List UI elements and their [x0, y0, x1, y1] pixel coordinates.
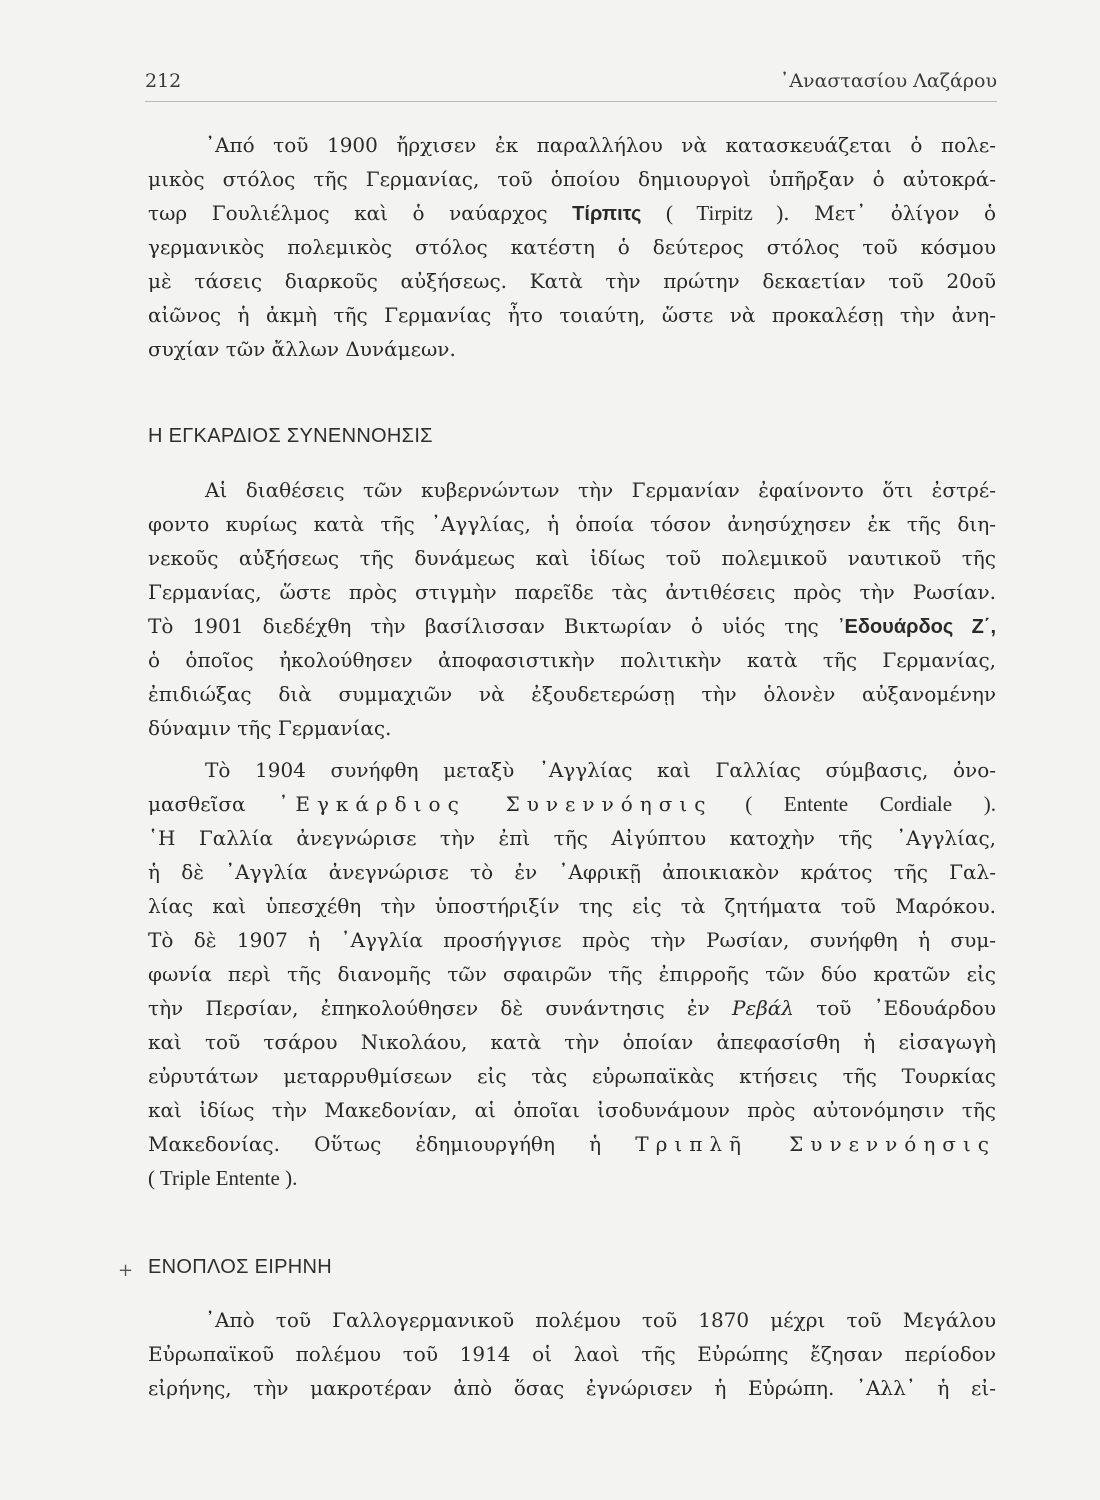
text-line	[148, 609, 996, 643]
page-number: 212	[145, 70, 182, 92]
text-span: Τὸ 1901 διεδέχθη τὴν βασίλισσαν Βικτωρίαν ὁ υἱός της	[148, 614, 838, 638]
text-line: μικὸς στόλος τῆς Γερμανίας, τοῦ ὁποίου δημιουργοὶ ὑπῆρξαν ὁ αὐτοκρά-	[148, 167, 996, 191]
text-span: μασθεῖσα	[148, 792, 279, 816]
paragraph-1904-agreement	[148, 753, 996, 1195]
text-line: Αἱ διαθέσεις τῶν κυβερνώντων τὴν Γερμανίαν ἐφαίνοντο ὅτι ἐστρέ-	[205, 478, 996, 502]
text-line: μὲ τάσεις διαρκοῦς αὐξήσεως. Κατὰ τὴν πρώτην δεκαετίαν τοῦ 20οῦ	[148, 269, 996, 293]
text-line: ᾿Από τοῦ 1900 ἤρχισεν ἐκ παραλλήλου νὰ κατασκευάζεται ὁ πολε-	[205, 133, 996, 157]
reval-name: Ρεβάλ	[732, 996, 794, 1020]
text-line: Εὐρωπαϊκοῦ πολέμου τοῦ 1914 οἱ λαοὶ τῆς Εὐρώπης ἔζησαν περίοδον	[148, 1342, 996, 1366]
text-line	[148, 1161, 996, 1195]
entente-greek-name: ᾿Εγκάρδιος Συνεννόησις	[278, 792, 713, 816]
text-line: Τὸ δὲ 1907 ἡ ᾿Αγγλία προσήγγισε πρὸς τὴν Ρωσίαν, συνήφθη ἡ συμ-	[148, 928, 996, 952]
section-heading-armed-peace: ΕΝΟΠΛΟΣ ΕΙΡΗΝΗ	[148, 1256, 332, 1278]
text-line: φοντο κυρίως κατὰ τῆς ᾿Αγγλίας, ἡ ὁποία τόσον ἀνησύχησεν ἐκ τῆς διη-	[148, 512, 996, 536]
paragraph-fleet	[148, 128, 996, 366]
text-span: . Μετ᾿ ὀλίγον ὁ	[783, 201, 996, 225]
text-line: αἰῶνος ἡ ἀκμὴ τῆς Γερμανίας ἦτο τοιαύτη, ὥστε νὰ προκαλέσῃ τὴν ἀνη-	[148, 303, 996, 327]
text-line: ἐπιδιώξας διὰ συμμαχιῶν νὰ ἐξουδετερώσῃ τὴν ὁλονὲν αὐξανομένην	[148, 682, 996, 706]
text-line	[148, 991, 996, 1025]
text-line: Γερμανίας, ὥστε πρὸς στιγμὴν παρεῖδε τὰς ἀντιθέσεις πρὸς τὴν Ρωσίαν.	[148, 580, 996, 604]
tirpitz-name: Τίρπιτς	[572, 203, 642, 225]
text-span: Μακεδονίας. Οὕτως ἐδημιουργήθη ἡ	[148, 1132, 636, 1156]
header-rule	[145, 101, 997, 102]
paragraph-armed-peace	[148, 1303, 996, 1405]
section-heading-entente-cordiale: Η ΕΓΚΑΡΔΙΟΣ ΣΥΝΕΝΝΟΗΣΙΣ	[148, 425, 433, 447]
text-line: ὁ ὁποῖος ἠκολούθησεν ἀποφασιστικὴν πολιτικὴν κατὰ τῆς Γερμανίας,	[148, 648, 996, 672]
edward-name: ᾿Εδουάρδος Ζ΄,	[837, 616, 996, 638]
running-head-author: ᾿Αναστασίου Λαζάρου	[779, 70, 997, 92]
running-head	[145, 70, 997, 100]
text-line: εὐρυτάτων μεταρρυθμίσεων εἰς τὰς εὐρωπαϊκὰς κτήσεις τῆς Τουρκίας	[148, 1064, 996, 1088]
text-line: δύναμιν τῆς Γερμανίας.	[148, 716, 392, 740]
text-span: τωρ Γουλιέλμος καὶ ὁ ναύαρχος	[148, 201, 573, 225]
text-line: ἡ δὲ ᾿Αγγλία ἀνεγνώρισε τὸ ἐν ᾿Αφρικῇ ἀποικιακὸν κράτος τῆς Γαλ-	[148, 860, 996, 884]
text-line: λίας καὶ ὑπεσχέθη τὴν ὑποστήριξίν της εἰς τὰ ζητήματα τοῦ Μαρόκου.	[148, 894, 996, 918]
text-span: τοῦ ᾿Εδουάρδου	[793, 996, 996, 1020]
text-line: καὶ ἰδίως τὴν Μακεδονίαν, αἱ ὁποῖαι ἰσοδυνάμουν πρὸς αὐτονόμησιν τῆς	[148, 1098, 996, 1122]
text-line: συχίαν τῶν ἄλλων Δυνάμεων.	[148, 337, 456, 361]
text-line	[148, 1127, 996, 1161]
text-line	[148, 787, 996, 821]
text-line: ῾Η Γαλλία ἀνεγνώρισε τὴν ἐπὶ τῆς Αἰγύπτου κατοχὴν τῆς ᾿Αγγλίας,	[148, 826, 996, 850]
text-line: Τὸ 1904 συνήφθη μεταξὺ ᾿Αγγλίας καὶ Γαλλίας σύμβασις, ὀνο-	[205, 758, 996, 782]
triple-entente-latin: ( Triple Entente ).	[148, 1166, 298, 1190]
entente-latin-name: ( Entente Cordiale ).	[745, 792, 996, 816]
tirpitz-latin: ( Tirpitz )	[665, 201, 784, 225]
triple-entente-greek: Τριπλῆ Συνεννόησις	[635, 1132, 996, 1156]
text-line: γερμανικὸς πολεμικὸς στόλος κατέστη ὁ δεύτερος στόλος τοῦ κόσμου	[148, 235, 996, 259]
paragraph-intentions	[148, 473, 996, 745]
text-span: τὴν Περσίαν, ἐπηκολούθησεν δὲ συνάντησις ἐν	[148, 996, 733, 1020]
text-line: ᾿Απὸ τοῦ Γαλλογερμανικοῦ πολέμου τοῦ 1870 μέχρι τοῦ Μεγάλου	[205, 1308, 996, 1332]
text-line	[148, 196, 996, 230]
text-line: νεκοῦς αὐξήσεως τῆς δυνάμεως καὶ ἰδίως τοῦ πολεμικοῦ ναυτικοῦ τῆς	[148, 546, 996, 570]
margin-mark: +	[118, 1260, 134, 1281]
text-line: φωνία περὶ τῆς διανομῆς τῶν σφαιρῶν τῆς ἐπιρροῆς τῶν δύο κρατῶν εἰς	[148, 962, 996, 986]
text-line: καὶ τοῦ τσάρου Νικολάου, κατὰ τὴν ὁποίαν ἀπεφασίσθη ἡ εἰσαγωγὴ	[148, 1030, 996, 1054]
text-line: εἰρήνης, τὴν μακροτέραν ἀπὸ ὅσας ἐγνώρισεν ἡ Εὐρώπη. ᾿Αλλ᾿ ἡ εἰ-	[148, 1376, 996, 1400]
